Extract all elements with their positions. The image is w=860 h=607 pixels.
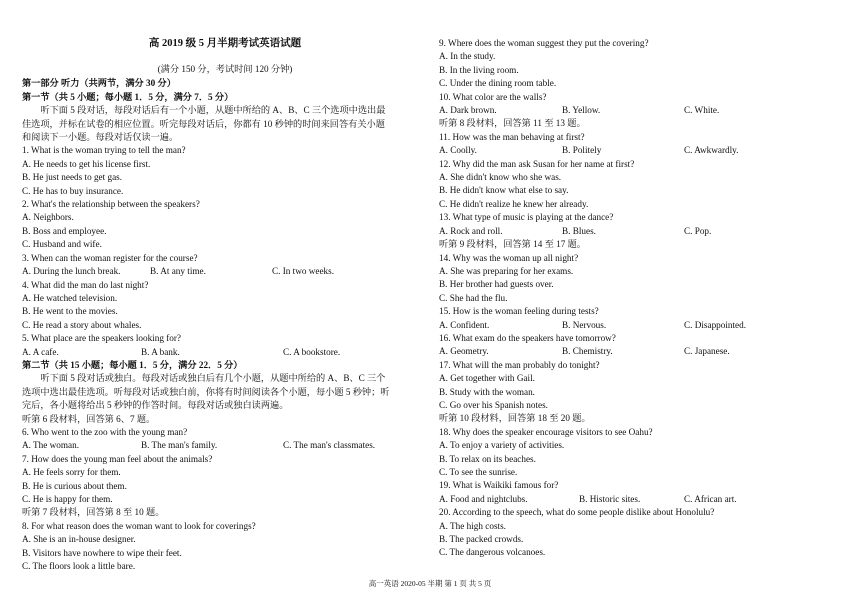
option: C. He is happy for them. <box>22 494 113 504</box>
option: B. Politely <box>562 145 602 156</box>
option: A. The high costs. <box>439 520 506 531</box>
option: A. Dark brown. <box>439 105 497 116</box>
section-heading: 第二节（共 15 小题；每小题 1．5 分，满分 22．5 分） <box>22 359 243 370</box>
question-3: 3. When can the woman register for the course? <box>22 252 198 263</box>
option: B. Historic sites. <box>579 493 641 504</box>
option: C. A bookstore. <box>283 346 341 357</box>
option: B. To relax on its beaches. <box>439 453 536 464</box>
instructions-line: 佳选项，并标在试卷的相应位置。听完每段对话后，你都有 10 秒钟的时间来回答有关小题 <box>22 118 385 129</box>
option: B. Visitors have nowhere to wipe their feet. <box>22 547 182 558</box>
instructions-line: 听下面 5 段对话，每段对话后有一个小题，从题中所给的 A、B、C 三个选项中选出最 <box>40 105 386 116</box>
page-footer: 高一英语 2020-05 半期 第 1 页 共 5 页 <box>368 579 492 588</box>
option: B. Her brother had guests over. <box>439 279 554 290</box>
options-row <box>439 493 844 506</box>
exam-subtitle: (满分 150 分，考试时间 120 分钟) <box>157 64 293 74</box>
left-column <box>22 37 428 573</box>
question-10: 10. What color are the walls? <box>439 91 547 102</box>
option: A. She didn't know who she was. <box>439 172 562 183</box>
option: C. She had the flu. <box>439 292 508 303</box>
exam-title: 高 2019 级 5 月半期考试英语试题 <box>148 38 302 49</box>
option: A. Neighbors. <box>22 212 74 223</box>
options-row <box>439 225 844 238</box>
option: A. To enjoy a variety of activities. <box>439 440 565 451</box>
option: A. He needs to get his license first. <box>22 158 151 169</box>
option: A. Get together with Gail. <box>439 373 535 384</box>
options-row <box>22 265 428 278</box>
question-7: 7. How does the young man feel about the animals? <box>22 453 213 464</box>
option: B. Study with the woman. <box>439 386 535 397</box>
question-15: 15. How is the woman feeling during tests? <box>439 306 599 317</box>
option: C. Pop. <box>684 225 712 236</box>
option: A. Geometry. <box>439 346 489 357</box>
option: A. He watched television. <box>22 292 118 303</box>
instructions-line: 和阅读下一小题。每段对话仅读一遍。 <box>22 132 179 143</box>
options-row <box>439 345 844 358</box>
instructions-line: 选项中选出最佳选项。听每段对话或独白前，你将有时间阅读各个小题，每小题 5 秒钟；听 <box>22 386 390 397</box>
option: A. A cafe. <box>22 346 59 357</box>
option: C. Awkwardly. <box>684 145 739 156</box>
question-2: 2. What's the relationship between the speakers? <box>22 199 200 210</box>
option: B. A bank. <box>141 346 180 357</box>
option: B. He is curious about them. <box>22 480 127 491</box>
question-9: 9. Where does the woman suggest they put the covering? <box>439 38 649 48</box>
question-18: 18. Why does the speaker encourage visitors to see Oahu? <box>439 426 653 437</box>
material-note: 听第 9 段材料，回答第 14 至 17 题。 <box>439 239 586 250</box>
option: A. The woman. <box>22 440 79 451</box>
option: C. The man's classmates. <box>283 440 376 451</box>
options-row <box>439 104 844 117</box>
option: C. Husband and wife. <box>22 239 102 250</box>
options-row <box>439 319 844 332</box>
question-11: 11. How was the man behaving at first? <box>439 131 585 142</box>
material-note: 听第 6 段材料，回答第 6、7 题。 <box>22 413 156 424</box>
question-8: 8. For what reason does the woman want to look for coverings? <box>22 520 256 531</box>
option: A. Food and nightclubs. <box>439 493 528 504</box>
question-19: 19. What is Waikiki famous for? <box>439 480 559 491</box>
option: A. Rock and roll. <box>439 225 503 236</box>
question-13: 13. What type of music is playing at the dance? <box>439 212 614 223</box>
question-5: 5. What place are the speakers looking for? <box>22 333 182 344</box>
option: C. He read a story about whales. <box>22 319 142 330</box>
option: C. The floors look a little bare. <box>22 561 136 572</box>
question-4: 4. What did the man do last night? <box>22 279 149 290</box>
option: B. Blues. <box>562 225 596 236</box>
material-note: 听第 8 段材料，回答第 11 至 13 题。 <box>439 118 586 129</box>
option: B. He went to the movies. <box>22 306 118 317</box>
question-6: 6. Who went to the zoo with the young man? <box>22 426 188 437</box>
options-row <box>439 144 844 157</box>
option: B. The packed crowds. <box>439 534 524 545</box>
question-12: 12. Why did the man ask Susan for her name at first? <box>439 158 635 169</box>
material-note: 听第 10 段材料，回答第 18 至 20 题。 <box>439 413 591 424</box>
option: A. He feels sorry for them. <box>22 467 121 478</box>
options-row <box>22 346 428 359</box>
question-17: 17. What will the man probably do tonight? <box>439 359 600 370</box>
option: B. He just needs to get gas. <box>22 172 123 183</box>
option: B. Chemistry. <box>562 346 613 357</box>
option: B. He didn't know what else to say. <box>439 185 569 196</box>
option: C. Under the dining room table. <box>439 78 557 89</box>
option: C. Japanese. <box>684 346 730 357</box>
option: C. The dangerous volcanoes. <box>439 547 546 558</box>
option: B. In the living room. <box>439 64 519 75</box>
option: A. Confident. <box>439 319 490 330</box>
option: C. White. <box>684 105 720 116</box>
option: C. He didn't realize he knew her already. <box>439 198 589 209</box>
option: B. Yellow. <box>562 105 601 116</box>
option: A. She was preparing for her exams. <box>439 265 574 276</box>
option: C. Disappointed. <box>684 319 747 330</box>
section-heading: 第一节（共 5 小题；每小题 1．5 分，满分 7．5 分） <box>22 91 234 102</box>
option: C. He has to buy insurance. <box>22 185 124 196</box>
option: C. To see the sunrise. <box>439 467 518 477</box>
option: A. In the study. <box>439 51 496 62</box>
question-1: 1. What is the woman trying to tell the man? <box>22 145 186 156</box>
instructions-line: 完后，各小题将给出 5 秒钟的作答时间。每段对话或独白读两遍。 <box>22 400 289 411</box>
option: B. At any time. <box>150 266 206 277</box>
option: B. Nervous. <box>562 319 607 330</box>
part-heading: 第一部分 听力（共两节，满分 30 分） <box>22 78 176 89</box>
option: B. The man's family. <box>141 440 218 451</box>
option: A. During the lunch break. <box>22 266 121 277</box>
right-column <box>439 37 844 560</box>
option: C. In two weeks. <box>272 266 335 277</box>
option: C. Go over his Spanish notes. <box>439 399 548 410</box>
question-20: 20. According to the speech, what do some people dislike about Honolulu? <box>439 507 715 518</box>
option: B. Boss and employee. <box>22 225 107 236</box>
question-14: 14. Why was the woman up all night? <box>439 252 579 263</box>
material-note: 听第 7 段材料，回答第 8 至 10 题。 <box>22 507 165 518</box>
instructions-line: 听下面 5 段对话或独白。每段对话或独白后有几个小题，从题中所给的 A、B、C 三个 <box>40 373 386 384</box>
option: C. African art. <box>684 493 737 504</box>
option: A. She is an in-house designer. <box>22 534 136 545</box>
options-row <box>22 439 428 452</box>
question-16: 16. What exam do the speakers have tomorrow? <box>439 332 616 343</box>
option: A. Coolly. <box>439 145 477 156</box>
